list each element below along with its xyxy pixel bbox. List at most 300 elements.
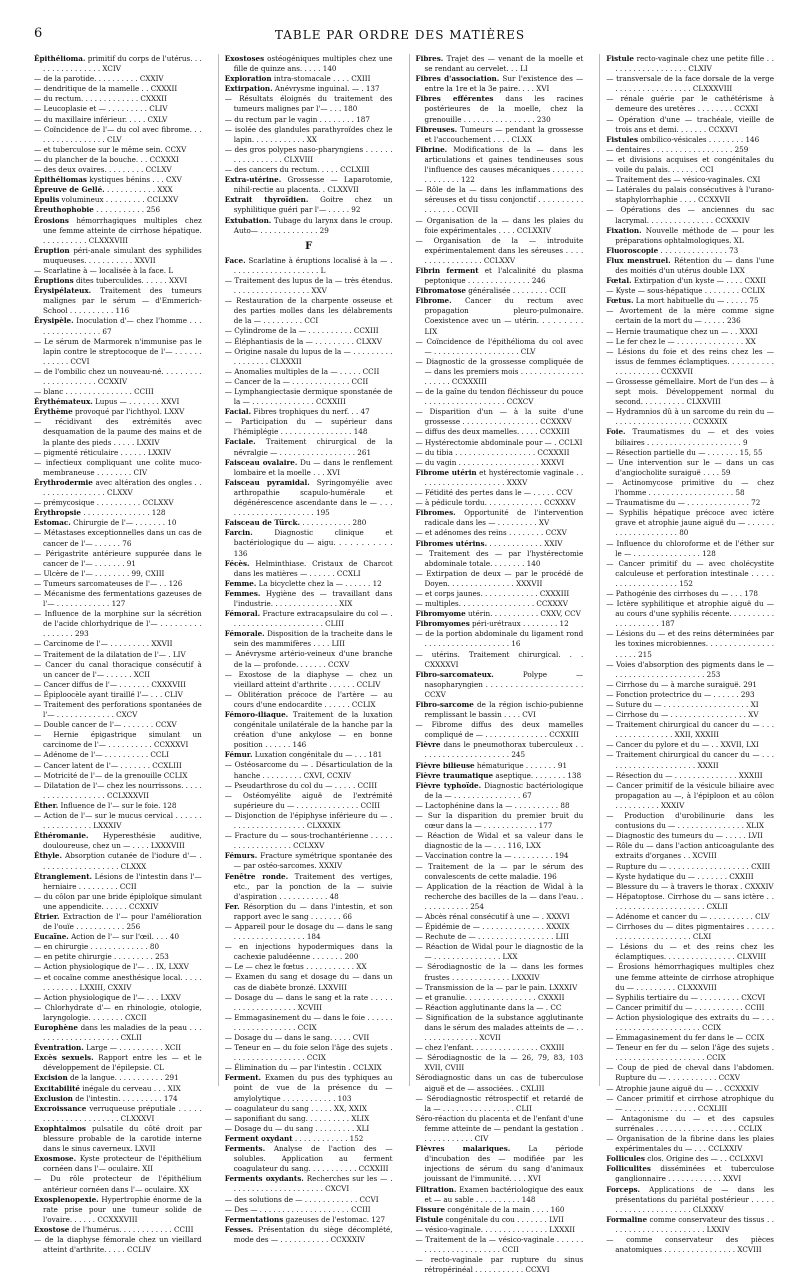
entry-heading: Fibrine.: [415, 144, 448, 154]
index-entry: [416, 387, 584, 407]
entry-text: — Coup de pied de cheval dans l'abdomen. Rupture du — . . . . . . . . . . . CCXV: [606, 1063, 774, 1083]
index-entry: [34, 84, 202, 94]
entry-text: disséminées et tuberculose ganglionnaire . . . . . . . . . . . . XXVI: [615, 1164, 774, 1184]
index-entry: [416, 771, 584, 781]
entry-text: — Leucoplasie et — . . . . . . . . . CLIV: [34, 104, 168, 114]
entry-heading: Étranglement.: [34, 871, 93, 881]
index-entry: [34, 952, 202, 962]
index-entry: [416, 599, 584, 609]
entry-heading: Formaline: [606, 1214, 648, 1224]
entry-text: Séro-réaction du placenta et de l'enfant d'une femme atteinte de — pendant la gestation . . . . . . . . . . . . CIV: [415, 1113, 584, 1144]
entry-text: — Kyste — sous-hépatique . . . . . . . . CCLIX: [606, 286, 766, 296]
entry-heading: Érythrodermie: [34, 477, 93, 487]
index-entry: [606, 135, 774, 145]
index-entry: [606, 1003, 774, 1013]
entry-heading: Exostose: [34, 1224, 70, 1234]
index-entry: [34, 811, 202, 831]
entry-text: — Traumatisme du — . . . . . . . . . . . . . . 72: [606, 498, 761, 508]
index-entry: [34, 700, 202, 720]
entry-text: — Traitement de la — vésico-vaginale . . . . . . . . . . . . . . . . . . . . . . . CCII: [415, 1234, 584, 1255]
index-column-4: [599, 54, 774, 1255]
entry-text: — Opération d'une — trachéale, vieille de trois ans et demi. . . . . . . CCXXVI: [606, 114, 774, 134]
index-entry: [225, 458, 393, 478]
entry-text: — Réaction de Widal pour le diagnostic de la — . . . . . . . . . . . . . . . LXX: [415, 942, 584, 962]
entry-text: — Hernie traumatique chez un — . . XXXI: [606, 326, 758, 336]
entry-text: — Cancer du canal thoracique consécutif à un cancer de l'— . . . . . . XCII: [34, 659, 202, 679]
entry-text: — Influence de la morphine sur la sécrétion de l'acide chlorhydrique de l'— . . . . . . . . . . . . . . . . 293: [34, 609, 202, 639]
entry-text: hématurique . . . . . . . 91: [476, 760, 568, 770]
index-entry: [416, 125, 584, 145]
entry-text: verruqueuse préputiale . . . . . . . . . . . . . . . . . . . . . . CLXXXVI: [43, 1103, 202, 1123]
entry-text: Extirpation d'un kyste — . . . . CXXII: [633, 276, 766, 286]
index-entry: [34, 316, 202, 336]
entry-text: hémorrhagiques multiples chez une femme atteinte de cirrhose hépatique. . . . . . . . . . . CLXXXVIII: [43, 215, 202, 245]
entry-heading: Faisceau ovalaire.: [224, 457, 298, 467]
entry-heading: Fixation.: [606, 225, 642, 235]
index-entry: [416, 932, 584, 942]
entry-text: — Motricité de l'— de la grenouille CCLIX: [34, 770, 188, 780]
entry-text: et hystérectomie vaginale . . . . . . . . . . . . . . . . . . . . XXXV: [424, 467, 584, 487]
entry-text: Hygiène des — travaillant dans l'industrie. . . . . . . . . . . . . . . XIX: [233, 588, 393, 608]
entry-text: — Lésions du foie et des reins chez les — issus de femmes éclamptiques. . . . . . . . . . . . . . . . . . . . CCXXVII: [606, 346, 774, 376]
entry-text: — Cancer diffus de l'— . . . . . . . CXXXVIII: [34, 679, 186, 689]
index-entry: [606, 1094, 774, 1114]
index-entry: [416, 286, 584, 296]
entry-text: — Cancer primitif du — . . . . . . . . . . . CCIII: [606, 1002, 765, 1012]
index-entry: [34, 761, 202, 771]
index-entry: [606, 1063, 774, 1083]
entry-text: Action de l'— sur l'œil. . . . 40: [71, 932, 180, 942]
entry-heading: Fibres efférentes: [415, 94, 494, 104]
index-entry: [416, 407, 584, 427]
index-entry: [416, 337, 584, 357]
index-entry: [34, 660, 202, 680]
entry-heading: Femme.: [224, 578, 257, 588]
index-entry: [606, 1033, 774, 1043]
index-entry: [225, 670, 393, 690]
entry-text: — Cancer primitif et cirrhose atrophique du — . . . . . . . . . . . . . . . . CCXLIII: [606, 1093, 774, 1113]
entry-text: — Traitement chirurgical du cancer du — . . . . . . . . . . . . . . . . . . . . . XXXII: [606, 750, 774, 770]
index-entry: [225, 1134, 393, 1144]
entry-text: ombilico-vésicales . . . . . . . . 146: [640, 134, 760, 144]
entry-text: — Teneur en — du foie selon l'âge des sujets . . . . . . . . . . . . . . . . . CCIX: [224, 1043, 393, 1063]
entry-text: — Cylindrome de la — . . . . . . . . . . CCXIII: [224, 326, 379, 336]
entry-heading: Fer.: [224, 901, 240, 911]
entry-text: Diagnostic bactériologique de la — . . . . . . . . . . . . . . . 67: [424, 780, 584, 800]
entry-text: Rapport entre les — et le développement de l'épilepsie. CL: [43, 1053, 202, 1073]
index-entry: [606, 1154, 774, 1164]
entry-text: — Kyste hydatique du — . . . . . . . CXXIII: [606, 871, 754, 881]
entry-text: — Adénome de l'— . . . . . . . . . . CCLI: [34, 750, 170, 760]
index-entry: [606, 771, 774, 781]
entry-text: aseptique. . . . . . . . 138: [495, 770, 582, 780]
entry-text: — Opérations des — anciennes du sac lacrymal. . . . . . . . . . . . . . . CCXXXIV: [606, 205, 774, 225]
entry-text: — Disjonction de l'épiphyse inférieure du — . . . . . . . . . . . . . . . . . CLXXXIX: [224, 810, 393, 831]
index-entry: [416, 1053, 584, 1073]
entry-text: Goitre chez un syphilitique guéri par l'— . . . . . 92: [233, 195, 393, 215]
index-entry: [606, 175, 774, 185]
index-entry: [34, 1043, 202, 1053]
entry-heading: Fenêtre ronde.: [224, 871, 289, 881]
entry-heading: Faisceau pyramidal.: [224, 477, 310, 487]
entry-text: généralisée . . . . . . . . CCII: [468, 286, 567, 296]
entry-text: Traitement de la luxation congénitale unilatérale de la hanche par la création d'une ankylose — en bonne position . . . . . . 146: [233, 710, 393, 750]
entry-heading: Folliculites: [606, 1164, 651, 1174]
entry-text: recto-vaginale chez une petite fille . . . . . . . . . . . . . . . . . . CLXIV: [615, 54, 774, 74]
entry-text: — prémycosique . . . . . . . . . . CCLXXV: [34, 498, 174, 508]
index-entry: [34, 831, 202, 851]
index-entry: [606, 1114, 774, 1134]
entry-text: — Érosions hémorrhagiques multiples chez une femme atteinte de cirrhose atrophique du — . . . . . . . . . CLXXXVIII: [606, 962, 774, 992]
entry-text: — Lésions du — et des reins chez les éclamptiques. . . . . . . . . . . . . . . . CLXVIII: [606, 942, 774, 962]
index-entry: [225, 347, 393, 367]
entry-text: — Cancer primitif du — avec cholécystite calculeuse et perforation intestinale . . . . . . . . . . . . . . . . . . . 152: [606, 558, 774, 588]
index-entry: [225, 1063, 393, 1073]
index-entry: [416, 589, 584, 599]
entry-text: Résorption du — dans l'intestin, et son rapport avec le sang . . . . . . . 66: [233, 901, 393, 921]
entry-text: Analyse de l'action des — solubles. Application au ferment coagulateur du sang. . . . . . . . . . . CCXXIII: [233, 1144, 393, 1174]
entry-heading: Fesses.: [224, 1224, 254, 1234]
index-entry: [225, 791, 393, 811]
entry-text: . . . . . . . . . . . . XXIV: [489, 538, 563, 548]
index-entry: [416, 236, 584, 266]
entry-text: Polype — nasopharyngien . . . . . . . . . . . . . . . . . . . . CCXV: [424, 669, 584, 699]
entry-heading: Fémorale.: [224, 629, 265, 639]
index-entry: [225, 145, 393, 165]
index-entry: [606, 660, 774, 680]
index-entry: [34, 730, 202, 750]
entry-text: La période d'incubation des — modifiée par les injections de sérum du sang d'animaux jouissant de l'immunité. . . . XVI: [424, 1144, 584, 1184]
entry-text: de l'intestin. . . . . . . . . . 174: [75, 1093, 178, 1103]
entry-text: — Diagnostic de la grossesse compliquée de — dans les premiers mois . . . . . . . . . . . . . . . . . . . . CCXXXIII: [415, 356, 584, 386]
entry-text: — de la gaîne du tendon fléchisseur du pouce . . . . . . . . . . . . . . . . . . CCXCV: [415, 387, 584, 407]
index-entry: [34, 145, 202, 155]
index-entry: [34, 518, 202, 528]
index-entry: [416, 1094, 584, 1114]
entry-text: — Application de la réaction de Widal à la recherche des bacilles de la — dans l'eau. . . . . . . . . . . . 254: [415, 881, 584, 911]
index-entry: [606, 337, 774, 347]
index-entry: [34, 1094, 202, 1104]
index-entry: [606, 74, 774, 94]
entry-text: Anévrysme inguinal. — . 137: [274, 84, 380, 94]
index-entry: [225, 54, 393, 74]
entry-heading: Érythropsie: [34, 508, 81, 518]
index-entry: [416, 488, 584, 498]
index-entry: [606, 115, 774, 135]
index-entry: [606, 145, 774, 155]
index-entry: [606, 629, 774, 659]
index-entry: [606, 942, 774, 962]
entry-text: intra-stomacale . . . . CXIII: [273, 74, 371, 84]
entry-text: Sérodiagnostic dans un cas de tuberculose aiguë et de — associées. . CXLIII: [415, 1073, 584, 1093]
entry-text: — Le fer chez le — . . . . . . . . . . . . . . . XX: [606, 336, 756, 346]
index-entry: [416, 94, 584, 124]
index-entry: [225, 195, 393, 215]
index-entry: [606, 508, 774, 538]
entry-heading: Excision: [34, 1073, 68, 1083]
entry-heading: Estomac.: [34, 518, 71, 528]
index-entry: [606, 862, 774, 872]
entry-text: volumineux . . . . . . . . . CCLXXV: [61, 195, 179, 205]
index-entry: [606, 993, 774, 1003]
index-entry: [225, 1114, 393, 1124]
entry-text: gazeuses de l'estomac. 127: [285, 1214, 386, 1224]
entry-text: péri-urétraux . . . . . . . . 12: [472, 619, 569, 629]
index-entry: [225, 690, 393, 710]
entry-heading: Érosions: [34, 215, 69, 225]
entry-text: . . . . . . . . . . . 280: [302, 518, 367, 528]
index-entry: [34, 1225, 202, 1235]
index-entry: [606, 1185, 774, 1215]
entry-heading: Forceps.: [606, 1184, 641, 1194]
index-entry: [606, 1215, 774, 1235]
entry-text: — Vaccination contre la — . . . . . . . . . 194: [415, 851, 569, 861]
index-entry: [416, 851, 584, 861]
entry-text: — Le — chez le fœtus . . . . . . . . . . . XX: [224, 962, 367, 972]
entry-heading: Europhène: [34, 1023, 78, 1032]
index-entry: [606, 377, 774, 407]
entry-text: — et corps jaunes. . . . . . . . . . . . . CXXXIII: [415, 588, 570, 598]
index-entry: [34, 1053, 202, 1073]
entry-text: — du tibia . . . . . . . . . . . . . . . . . . CCXXXII: [415, 447, 570, 457]
index-entry: [416, 650, 584, 670]
entry-text: — Lésions du — et des reins déterminées par les toxines microbiennes. . . . . . . . . . . . . . . . . . . . 215: [606, 629, 774, 659]
index-entry: [416, 569, 584, 589]
index-entry: [225, 851, 393, 871]
entry-text: Helminthiase. Cristaux de Charcot dans les matières — . . . . . . CCXLI: [233, 558, 393, 578]
entry-text: Traitement des tumeurs malignes par le sérum — d'Emmerich-School . . . . . . . . . . 116: [43, 286, 202, 316]
entry-text: Luxation congénitale du — . . . 181: [254, 750, 383, 760]
index-entry: [225, 326, 393, 336]
entry-text: — Éléphantiasis de la — . . . . . . . . . CLXXV: [224, 336, 382, 346]
entry-text: — saponifiant du sang. . . . . . . . . . XLIX: [224, 1113, 370, 1123]
index-entry: [225, 1033, 393, 1043]
index-entry: [606, 700, 774, 710]
entry-heading: Faisceau de Türck.: [224, 518, 300, 528]
entry-heading: Fièvre typhoïde.: [415, 780, 482, 790]
entry-text: — Fonction protectrice du — . . . . . . 293: [606, 689, 755, 699]
index-entry: [416, 1114, 584, 1144]
entry-text: — Emmagasinement du — dans le foie . . . . . . . . . . . . . . . . . . . . CCIX: [224, 1012, 393, 1032]
entry-text: — Résultats éloignés du traitement des tumeurs malignes par l'— . . . 180: [224, 94, 393, 114]
index-entry: [34, 508, 202, 518]
index-entry: [34, 458, 202, 478]
entry-text: — Lymphangiectasie dermique sponstanée de la — . . . . . . . . . . . . . . CCXXIII: [224, 387, 393, 407]
entry-text: Hypertrophie énorme de la rate prise pour une tumeur solide de l'ovaire. . . . . . CCXXXVIII: [43, 1194, 202, 1224]
entry-text: dans les racines postérieures de la moelle, chez la grenouille . . . . . . . . . . . . . . . . 230: [424, 94, 584, 124]
index-entry: [606, 589, 774, 599]
entry-heading: Exosmose.: [34, 1154, 77, 1164]
index-entry: [606, 962, 774, 992]
entry-text: Rétention du — dans l'une des moitiés d'un utérus double LXX: [615, 255, 774, 275]
index-entry: [225, 1215, 393, 1225]
entry-text: — Résection partielle du — . . . . . . . 15, 55: [606, 447, 763, 457]
index-entry: [225, 872, 393, 902]
entry-heading: Fluoroscopie: [606, 245, 659, 255]
entry-text: — Diagnostic des tumeurs du — . . . . . LVII: [606, 831, 763, 841]
index-entry: [34, 417, 202, 447]
entry-text: — Organisation de la fibrine dans les plaies expérimentales du — . . . CCLXXIV: [606, 1134, 774, 1154]
index-entry: [225, 1073, 393, 1103]
entry-heading: Fémoral.: [224, 609, 261, 619]
index-entry: [225, 175, 393, 195]
entry-text: Influence de l'— sur le foie. 128: [60, 800, 177, 810]
entry-text: avec altération des ongles . . . . . . . . . . . . . . . . CLXXV: [43, 477, 202, 498]
entry-text: de la région ischio-pubienne remplissant le bassin . . . . CVI: [424, 700, 584, 720]
index-entry: [225, 276, 393, 296]
index-entry: [34, 246, 202, 266]
entry-text: — isolée des glandules parathyroïdes chez le lapin. . . . . . . . . . . . XX: [224, 124, 393, 144]
index-entry: [606, 427, 774, 447]
index-entry: [225, 1104, 393, 1114]
entry-heading: Fibres.: [415, 54, 444, 63]
entry-text: Extraction de l'— pour l'amélioration de l'ouïe . . . . . . . . . . . 256: [43, 911, 202, 932]
index-entry: [416, 740, 584, 760]
index-entry: [34, 367, 202, 387]
entry-heading: Éreuthophobie: [34, 205, 94, 215]
index-entry: [606, 296, 774, 306]
entry-heading: Exploration: [224, 74, 272, 84]
index-entry: [606, 1134, 774, 1154]
entry-text: — Appareil pour le dosage du — dans le sang . . . . . . . . . . . . . . . . 184: [224, 921, 393, 942]
entry-text: Trajet des — venant de la moelle et se rendant au cervelet. . . LI: [424, 54, 584, 74]
index-entry: [34, 1195, 202, 1225]
entry-text: Tubage du larynx dans le croup. Auto— . . . . . . . . . . . . . 29: [233, 215, 393, 235]
entry-text: — Grossesse gémellaire. Mort de l'un des — à sept mois. Développement normal du second. . . . . . . . . . CLXXVIII: [606, 377, 774, 407]
index-entry: [225, 478, 393, 518]
index-entry: [225, 559, 393, 579]
entry-text: — du plancher de la bouche. . . CCXXXI: [34, 154, 179, 164]
index-entry: [416, 539, 584, 549]
page-title: TABLE PAR ORDRE DES MATIÈRES: [274, 28, 526, 42]
index-entry: [225, 1043, 393, 1063]
entry-text: comme conservateur des tissus . . . . . . . . . . . . . . . . . . . . . . LXXIV: [615, 1214, 774, 1234]
entry-heading: Érysipélateux.: [34, 286, 92, 296]
index-entry: [606, 205, 774, 225]
entry-heading: Extra-utérine.: [224, 175, 282, 185]
entry-text: provoqué par l'ichthyol. LXXV: [75, 407, 185, 417]
index-entry: [34, 337, 202, 367]
index-entry: [225, 1195, 393, 1205]
index-columns: [34, 54, 774, 1275]
index-entry: [225, 902, 393, 922]
entry-heading: Fécès.: [224, 558, 250, 568]
entry-heading: Ferments.: [224, 1144, 266, 1154]
index-entry: [416, 882, 584, 912]
entry-text: — Origine nasale du lupus de la — . . . . . . . . . . . . . . . . . CLXXXII: [224, 346, 393, 366]
index-entry: [606, 559, 774, 589]
index-entry: [416, 811, 584, 831]
entry-text: Traitement chirurgical de la névralgie — . . . . . . . . . . . . . . . . . 261: [233, 437, 393, 457]
entry-text: — Rôle de la — dans les inflammations des séreuses et du tissu conjonctif . . . . . . . . . . . . . . . . . CCVII: [415, 185, 584, 215]
entry-text: . . . . . . . . . . . . 152: [294, 1133, 364, 1143]
entry-heading: Érysipèle.: [34, 316, 74, 326]
entry-text: — Sérodiagnostic de la — dans les formes frustes . . . . . . . . . . . . . LXXXIV: [415, 962, 584, 982]
index-entry: [225, 1013, 393, 1033]
index-entry: [225, 589, 393, 609]
index-entry: [606, 872, 774, 882]
entry-text: Chirurgie de l'— . . . . . . . 10: [73, 518, 177, 528]
entry-text: — Action physiologique des extraits du — . . . . . . . . . . . . . . . . . . . . . . CCIX: [606, 1012, 774, 1032]
index-entry: [416, 266, 584, 286]
index-entry: [416, 862, 584, 882]
entry-heading: Foie.: [606, 427, 626, 437]
entry-text: Syringomyélie avec arthropathie scapulo-humérale et dégénérescence ascendante dans le — . . . . . . . . . . . . . . . . . . . . . 195: [233, 477, 393, 518]
entry-text: — Ostéosarcome du — . Désarticulation de la hanche . . . . . . . . . CXVI, CCXIV: [224, 760, 393, 780]
entry-text: — Atrophie jaune aiguë du — . . CCXXXIV: [606, 1083, 759, 1093]
entry-text: Lupus — . . . . . . . XXVI: [95, 397, 180, 407]
entry-text: primitif du corps de l'utérus. . . . . . . . . . . . . . . . XCIV: [43, 54, 202, 74]
entry-text: Présentation du siège décomplété, mode des — . . . . . . . . . . . CCXXXIV: [233, 1224, 393, 1244]
index-entry: [606, 539, 774, 559]
entry-text: — Oblitération précoce de l'artère — au cours d'une endocardite . . . . . . CCLIX: [224, 689, 393, 709]
entry-text: Tumeurs — pendant la grossesse et l'accouchement . . . . CLXX: [424, 124, 584, 144]
index-entry: [416, 468, 584, 488]
entry-text: — Voies d'absorption des pigments dans le — . . . . . . . . . . . . . . . . . . . . 253: [606, 659, 774, 679]
entry-text: — Ulcère de l'— . . . . . . . . 99, CXIII: [34, 568, 165, 578]
index-entry: [225, 579, 393, 589]
index-entry: [34, 155, 202, 165]
entry-text: — de la diaphyse fémorale chez un vieillard atteint d'arthrite. . . . . CCLIV: [34, 1234, 202, 1255]
entry-heading: Follicules: [606, 1154, 645, 1164]
index-entry: [606, 327, 774, 337]
index-entry: [606, 781, 774, 811]
index-entry: [606, 690, 774, 700]
entry-text: — du rectum. . . . . . . . . . . . . CXXXII: [34, 94, 167, 104]
index-entry: [416, 720, 584, 740]
entry-heading: Ferment.: [224, 1073, 262, 1083]
page-number: 6: [34, 26, 43, 41]
entry-heading: Fistule: [415, 1214, 444, 1224]
entry-text: — Sérodiagnostic rétrospectif et retardé de la — . . . . . . . . . . . . . . . . CLII: [415, 1093, 584, 1113]
entry-text: Nouvelle méthode de — pour les préparations ophtalmologiques. XL: [615, 225, 774, 245]
entry-text: — coagulateur du sang . . . . . XX, XXIX: [224, 1103, 368, 1113]
entry-text: — Restauration de la charpente osseuse et des parties molles dans les délabrements de la — . . . . . . . . . CCI: [224, 296, 393, 326]
entry-text: — Cancer de la — . . . . . . . . . . . . . CCII: [224, 376, 369, 386]
entry-text: et l'alcalinité du plasma peptonique . . . . . . . . . . . . . . 246: [424, 265, 584, 286]
entry-text: — Ostéomyélite aiguë de l'extrémité supérieure du — . . . . . . . . . . . . . . CCIII: [224, 790, 393, 810]
entry-text: — Syphilis tertiaire du — . . . . . . . . . CXCVI: [606, 992, 766, 1002]
entry-text: — Emmagasinement du fer dans le — CCIX: [606, 1033, 765, 1043]
index-entry: [606, 498, 774, 508]
index-entry: [225, 296, 393, 326]
index-entry: [606, 246, 774, 256]
entry-heading: Fibromyomes: [415, 619, 470, 629]
index-entry: [606, 94, 774, 114]
index-entry: [34, 165, 202, 175]
index-entry: [225, 629, 393, 649]
index-entry: [34, 1235, 202, 1255]
index-entry: [416, 448, 584, 458]
entry-text: — utérins. Traitement chirurgical. . . CXXXXVI: [415, 649, 584, 669]
entry-heading: Fœtal.: [606, 276, 632, 286]
entry-text: La bicyclette chez la — . . . . . . 12: [258, 578, 382, 588]
entry-text: — Hernie épigastrique simulant un carcinome de l'— . . . . . . . . . . CCXXXVI: [34, 730, 202, 750]
index-entry: [416, 528, 584, 538]
index-entry: [606, 407, 774, 427]
entry-text: . . . . . . . . . . . 256: [96, 205, 161, 215]
entry-text: — Exostose de la diaphyse — chez un vieillard atteint d'arthrite . . . . . . CCLIV: [224, 669, 393, 689]
index-entry: [606, 1043, 774, 1063]
entry-heading: Fistules: [606, 134, 639, 144]
entry-text: — Actinomycose primitive du — chez l'homme . . . . . . . . . . . . . . . . . . . 58: [606, 477, 774, 498]
entry-heading: Extubation.: [224, 215, 272, 225]
index-entry: [606, 1235, 774, 1255]
entry-heading: Fermentations: [224, 1214, 284, 1224]
index-entry: [606, 831, 774, 841]
entry-heading: Flux menstruel.: [606, 255, 671, 265]
index-entry: [34, 448, 202, 458]
